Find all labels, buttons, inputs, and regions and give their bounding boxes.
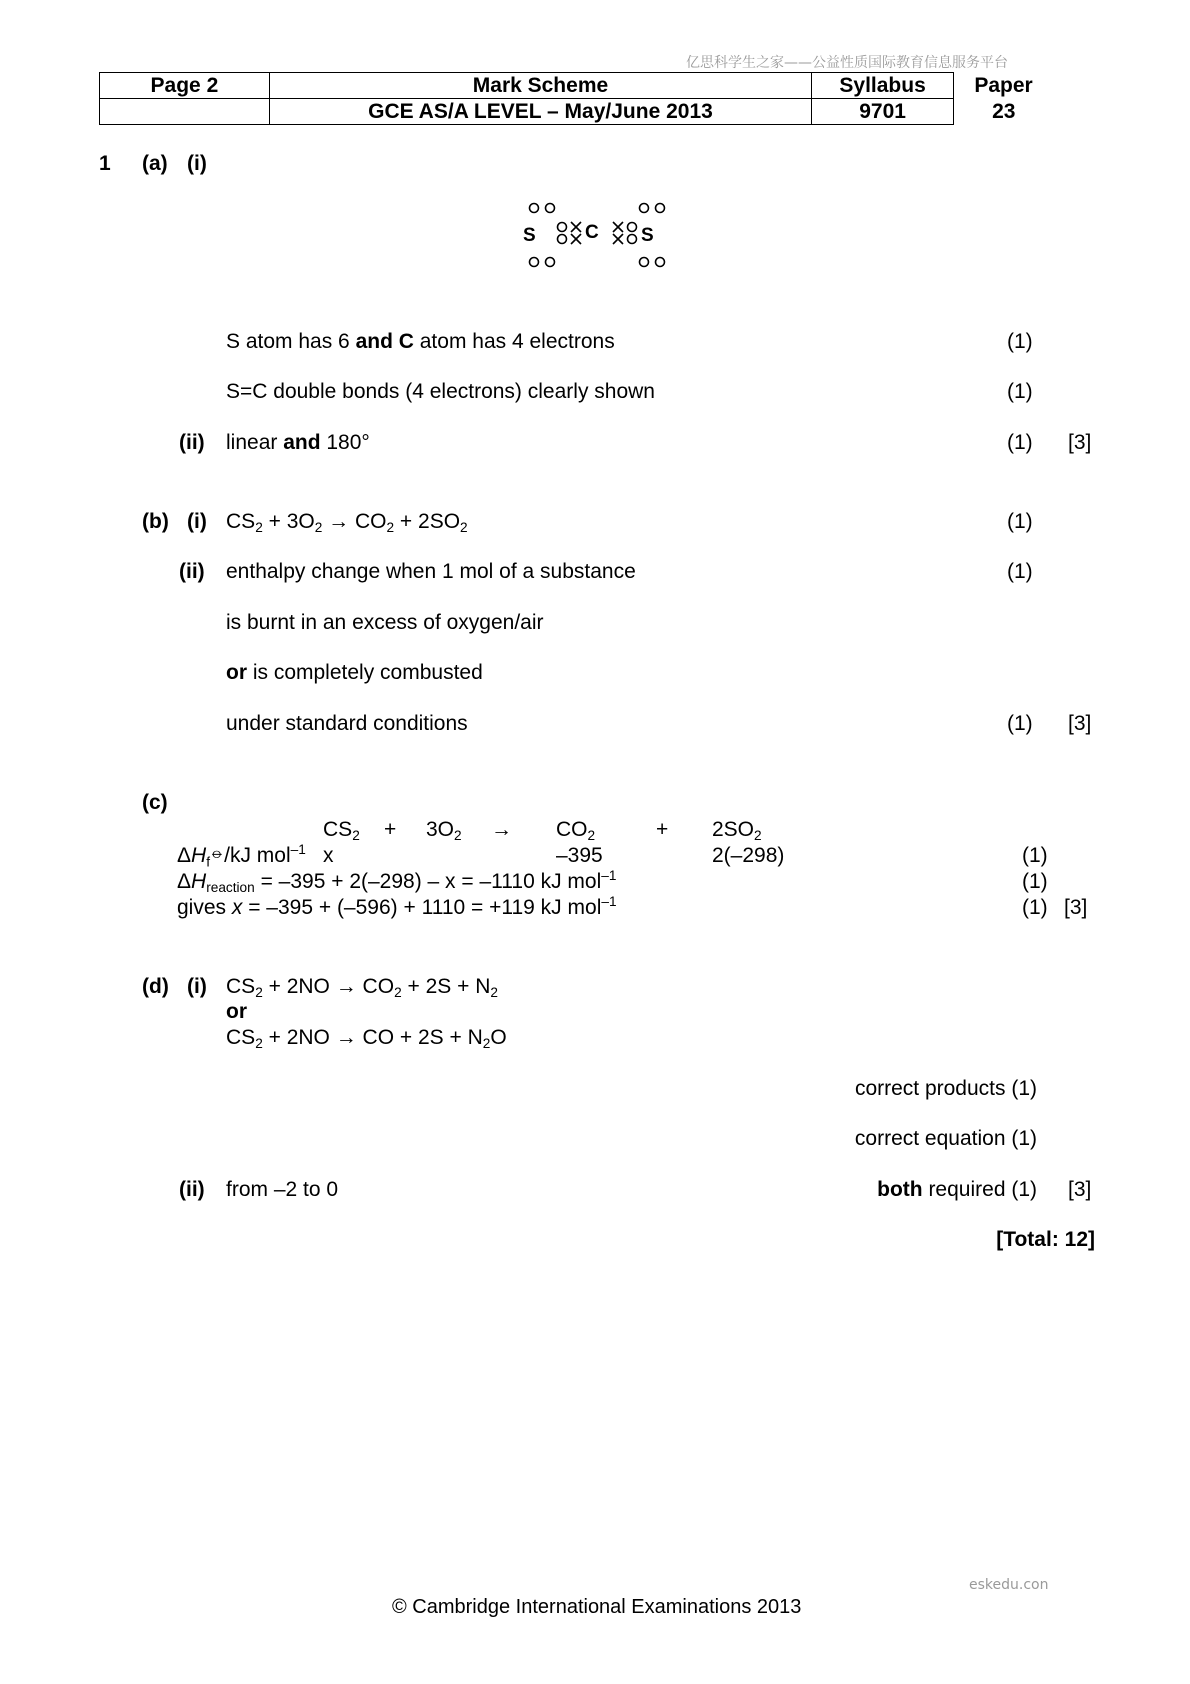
a-line-linear-mark: (1) xyxy=(1007,431,1033,454)
c-species-o2: $3O_2$ xyxy=(426,818,462,844)
d-oxidation-change: from –2 to 0 xyxy=(226,1178,339,1201)
d-total: [3] xyxy=(1068,1178,1092,1201)
part-b-label: (b) xyxy=(142,510,169,533)
b-combustion-equation: $CS_2 + 3O_2 \to CO_2 + 2SO_2$ xyxy=(226,510,468,536)
c-species-co2: $CO_2$ xyxy=(556,818,596,844)
c-formation-label: $\Delta H_f^⦵/kJ$ mol$^{-1}$ xyxy=(177,842,306,870)
b-equation-mark: (1) xyxy=(1007,510,1033,533)
d-equation-1: $CS_2 + 2NO \to CO_2 + 2S + N_2$ xyxy=(226,975,498,1001)
footer-copyright: © Cambridge International Examinations 2013 xyxy=(392,1596,802,1618)
header-exam: GCE AS/A LEVEL – May/June 2013 xyxy=(269,99,811,125)
c-plus-1: + xyxy=(384,818,397,841)
header-syllabus-code: 9701 xyxy=(812,99,954,125)
b-definition-line4-mark: (1) xyxy=(1007,712,1033,735)
c-row3-mark: (1) xyxy=(1022,896,1048,919)
b-definition-line1-mark: (1) xyxy=(1007,560,1033,583)
header-syllabus-label: Syllabus xyxy=(812,73,954,99)
a-line-linear: linear and 180° xyxy=(226,431,370,454)
c-result: gives x = –395 + (–596) + 1110 = +119 kJ mol$^{-1}$ xyxy=(177,893,617,919)
b-total: [3] xyxy=(1068,712,1092,735)
c-species-so2: $2SO_2$ xyxy=(712,818,762,844)
d-equation-2: $CS_2 + 2NO$ → CO + $2S + N_2O$ xyxy=(226,1026,507,1052)
part-a-label: (a) xyxy=(142,152,168,175)
watermark-bottom: eskedu.con xyxy=(969,1577,1049,1593)
c-species-cs2: $CS_2$ xyxy=(323,818,360,844)
a-line-double-bonds-mark: (1) xyxy=(1007,380,1033,403)
diagram-atom-c: C xyxy=(585,222,599,243)
c-total: [3] xyxy=(1064,896,1088,919)
question-number: 1 xyxy=(99,152,111,175)
header-empty-cell xyxy=(100,99,270,125)
header-table xyxy=(99,72,1054,124)
header-mark-scheme: Mark Scheme xyxy=(269,73,811,99)
part-a-i-label: (i) xyxy=(187,152,207,175)
d-equation-mark: correct equation (1) xyxy=(854,1127,1037,1150)
header-page: Page 2 xyxy=(100,73,270,99)
c-reaction-enthalpy: $\Delta H_{reaction} = -395 + 2(-298) - x = -1110$ kJ mol$^{-1}$ xyxy=(177,867,617,896)
diagram-atom-s-left: S xyxy=(523,225,536,246)
diagram-atom-s-right: S xyxy=(641,225,654,246)
d-or: or xyxy=(226,1000,247,1023)
d-both-required-mark: both required (1) xyxy=(877,1178,1037,1201)
part-d-ii-label: (ii) xyxy=(179,1178,205,1201)
c-value-x: x xyxy=(323,844,334,867)
c-row2-mark: (1) xyxy=(1022,870,1048,893)
part-d-label: (d) xyxy=(142,975,169,998)
c-plus-2: + xyxy=(656,818,669,841)
part-a-ii-label: (ii) xyxy=(179,431,205,454)
a-line-double-bonds: S=C double bonds (4 electrons) clearly shown xyxy=(226,380,655,403)
c-arrow: → xyxy=(491,818,512,841)
part-c-label: (c) xyxy=(142,791,168,814)
d-products-mark: correct products (1) xyxy=(854,1077,1037,1100)
grand-total: [Total: 12] xyxy=(996,1228,1095,1251)
c-value-co2: –395 xyxy=(556,844,603,867)
part-b-ii-label: (ii) xyxy=(179,560,205,583)
c-row1-mark: (1) xyxy=(1022,844,1048,867)
part-d-i-label: (i) xyxy=(187,975,207,998)
b-definition-line1: enthalpy change when 1 mol of a substance xyxy=(226,560,636,583)
b-definition-line3: or is completely combusted xyxy=(226,661,483,684)
header-paper-label: Paper xyxy=(974,73,1033,97)
b-definition-line2: is burnt in an excess of oxygen/air xyxy=(226,611,544,634)
c-value-so2: 2(–298) xyxy=(712,844,785,867)
dot-cross-diagram xyxy=(520,196,680,276)
a-total: [3] xyxy=(1068,431,1092,454)
b-definition-line4: under standard conditions xyxy=(226,712,468,735)
part-b-i-label: (i) xyxy=(187,510,207,533)
a-line-atoms: S atom has 6 and C atom has 4 electrons xyxy=(226,330,615,353)
header-paper-number: 23 xyxy=(992,99,1016,123)
watermark-top: 亿思科学生之家——公益性质国际教育信息服务平台 xyxy=(686,55,1008,71)
a-line-atoms-mark: (1) xyxy=(1007,330,1033,353)
